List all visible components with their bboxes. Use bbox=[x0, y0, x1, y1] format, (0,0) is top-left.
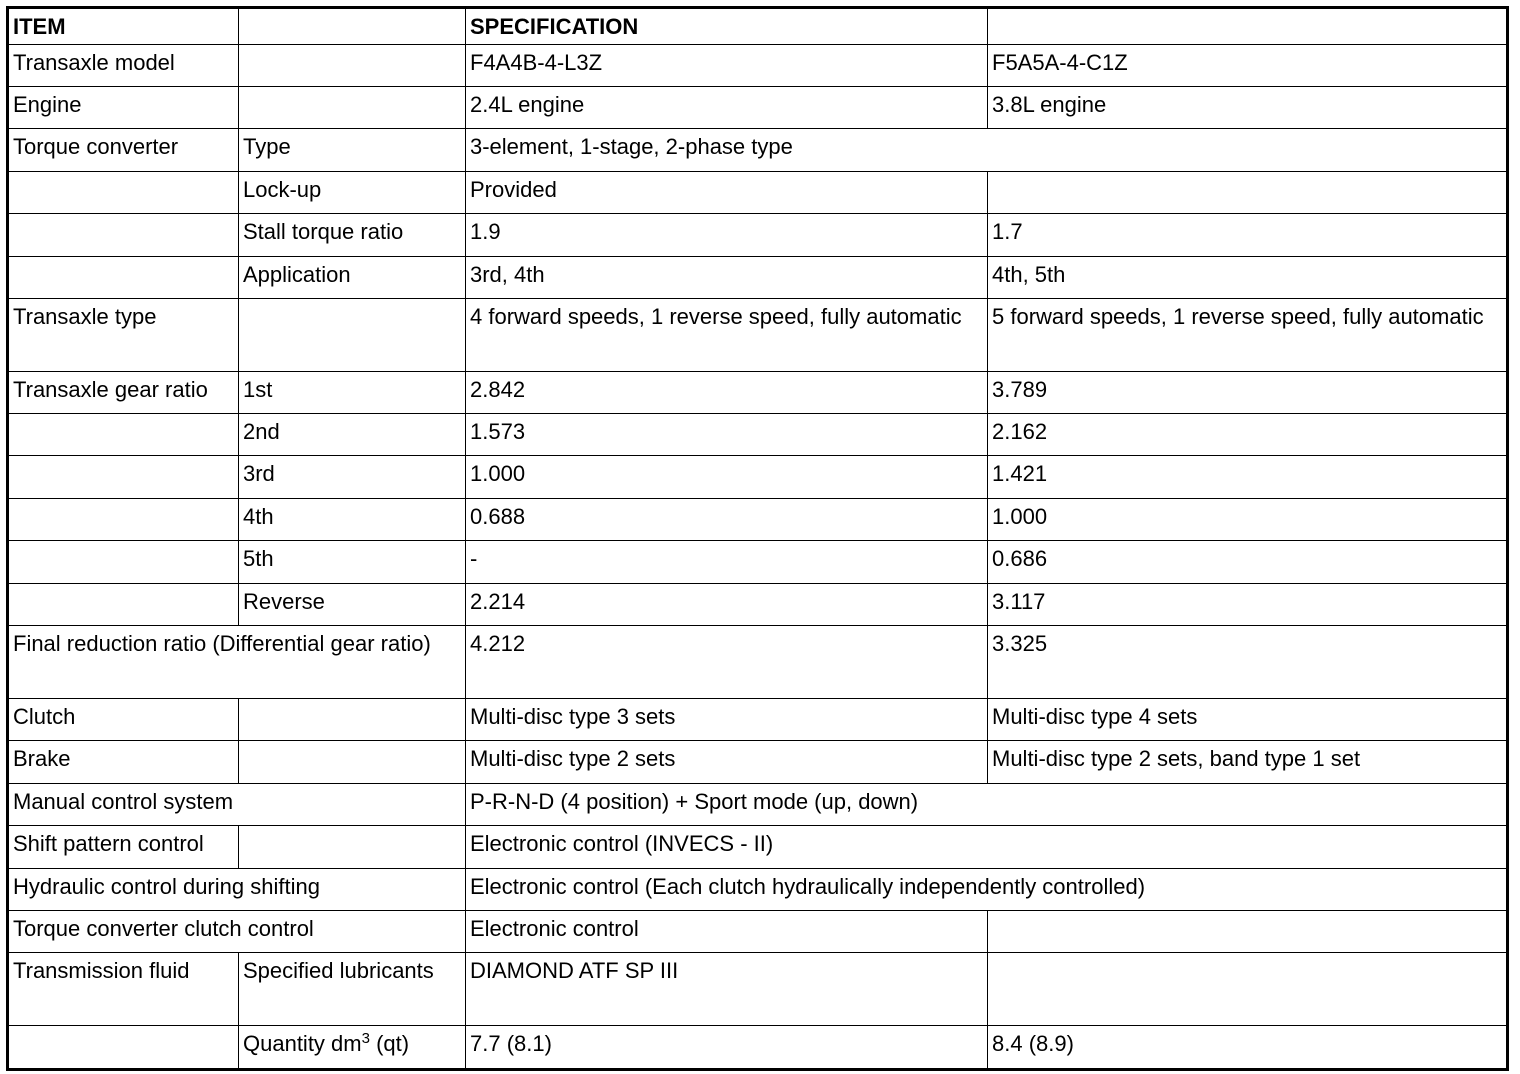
value-b: 1.421 bbox=[988, 456, 1508, 499]
value-a: 1.573 bbox=[466, 414, 988, 456]
value-a: 1.9 bbox=[466, 214, 988, 257]
quantity-unit-exponent: 3 bbox=[361, 1030, 370, 1047]
table-row bbox=[8, 584, 1508, 626]
row-sublabel: 1st bbox=[239, 372, 466, 414]
row-label bbox=[8, 1026, 239, 1070]
value-a: Electronic control bbox=[466, 911, 988, 953]
table-row bbox=[8, 541, 1508, 584]
table-row bbox=[8, 499, 1508, 541]
value-a: Multi-disc type 3 sets bbox=[466, 699, 988, 741]
quantity-unit-prefix: Quantity dm bbox=[243, 1031, 362, 1056]
row-sublabel bbox=[239, 741, 466, 784]
value-b: 4th, 5th bbox=[988, 257, 1508, 299]
value-ab: Electronic control (Each clutch hydraulically independently controlled) bbox=[466, 869, 1508, 911]
value-a: - bbox=[466, 541, 988, 584]
row-sublabel: 5th bbox=[239, 541, 466, 584]
value-a: 0.688 bbox=[466, 499, 988, 541]
row-sublabel: Stall torque ratio bbox=[239, 214, 466, 257]
value-b: 5 forward speeds, 1 reverse speed, fully automatic bbox=[988, 299, 1508, 372]
table-row bbox=[8, 699, 1508, 741]
value-a: 1.000 bbox=[466, 456, 988, 499]
row-label: Manual control system bbox=[8, 784, 466, 826]
table-row bbox=[8, 741, 1508, 784]
table-row bbox=[8, 214, 1508, 257]
value-ab: P-R-N-D (4 position) + Sport mode (up, down) bbox=[466, 784, 1508, 826]
row-label bbox=[8, 584, 239, 626]
value-ab: 3-element, 1-stage, 2-phase type bbox=[466, 129, 1508, 172]
row-label: Transaxle gear ratio bbox=[8, 372, 239, 414]
table-row bbox=[8, 257, 1508, 299]
row-label: Clutch bbox=[8, 699, 239, 741]
value-b: 3.789 bbox=[988, 372, 1508, 414]
value-b: 3.117 bbox=[988, 584, 1508, 626]
value-a: 2.214 bbox=[466, 584, 988, 626]
value-b bbox=[988, 911, 1508, 953]
value-b: 1.000 bbox=[988, 499, 1508, 541]
value-b: 1.7 bbox=[988, 214, 1508, 257]
value-a: 4.212 bbox=[466, 626, 988, 699]
table-row bbox=[8, 953, 1508, 1026]
row-label bbox=[8, 499, 239, 541]
value-b: 3.325 bbox=[988, 626, 1508, 699]
row-label: Brake bbox=[8, 741, 239, 784]
table-row bbox=[8, 129, 1508, 172]
row-sublabel: 4th bbox=[239, 499, 466, 541]
quantity-unit-suffix: (qt) bbox=[369, 1031, 410, 1056]
row-label: Shift pattern control bbox=[8, 826, 239, 869]
table-row bbox=[8, 172, 1508, 214]
row-label: Transaxle model bbox=[8, 45, 239, 87]
value-b: Multi-disc type 4 sets bbox=[988, 699, 1508, 741]
header-item: ITEM bbox=[8, 8, 239, 45]
row-label bbox=[8, 257, 239, 299]
value-a: F4A4B-4-L3Z bbox=[466, 45, 988, 87]
row-label: Torque converter bbox=[8, 129, 239, 172]
header-specification: SPECIFICATION bbox=[466, 8, 988, 45]
value-a: DIAMOND ATF SP III bbox=[466, 953, 988, 1026]
row-label: Hydraulic control during shifting bbox=[8, 869, 466, 911]
row-label: Final reduction ratio (Differential gear ratio) bbox=[8, 626, 466, 699]
value-a: Multi-disc type 2 sets bbox=[466, 741, 988, 784]
table-row bbox=[8, 372, 1508, 414]
row-sublabel: Specified lubricants bbox=[239, 953, 466, 1026]
value-b: Multi-disc type 2 sets, band type 1 set bbox=[988, 741, 1508, 784]
value-a: 4 forward speeds, 1 reverse speed, fully automatic bbox=[466, 299, 988, 372]
table-row bbox=[8, 414, 1508, 456]
value-b bbox=[988, 953, 1508, 1026]
table-row bbox=[8, 1026, 1508, 1070]
row-label bbox=[8, 541, 239, 584]
row-label: Engine bbox=[8, 87, 239, 129]
table-row bbox=[8, 299, 1508, 372]
specification-table bbox=[6, 6, 1509, 1071]
row-sublabel: Reverse bbox=[239, 584, 466, 626]
table-row bbox=[8, 45, 1508, 87]
value-a: 2.4L engine bbox=[466, 87, 988, 129]
value-a: 2.842 bbox=[466, 372, 988, 414]
row-label: Transmission fluid bbox=[8, 953, 239, 1026]
row-sublabel bbox=[239, 299, 466, 372]
value-a: 7.7 (8.1) bbox=[466, 1026, 988, 1070]
row-sublabel bbox=[239, 699, 466, 741]
table-row bbox=[8, 911, 1508, 953]
table-header-row bbox=[8, 8, 1508, 45]
row-label bbox=[8, 172, 239, 214]
row-label: Transaxle type bbox=[8, 299, 239, 372]
value-b bbox=[988, 172, 1508, 214]
row-sublabel bbox=[239, 45, 466, 87]
row-sublabel: Application bbox=[239, 257, 466, 299]
row-label: Torque converter clutch control bbox=[8, 911, 466, 953]
value-b: 8.4 (8.9) bbox=[988, 1026, 1508, 1070]
row-label bbox=[8, 414, 239, 456]
value-b: 2.162 bbox=[988, 414, 1508, 456]
table-row bbox=[8, 87, 1508, 129]
table-row bbox=[8, 826, 1508, 869]
value-a: Provided bbox=[466, 172, 988, 214]
value-ab: Electronic control (INVECS - II) bbox=[466, 826, 1508, 869]
value-b: 3.8L engine bbox=[988, 87, 1508, 129]
table-row bbox=[8, 784, 1508, 826]
table-row bbox=[8, 626, 1508, 699]
table-row bbox=[8, 869, 1508, 911]
table-row bbox=[8, 456, 1508, 499]
value-b: 0.686 bbox=[988, 541, 1508, 584]
value-b: F5A5A-4-C1Z bbox=[988, 45, 1508, 87]
row-label bbox=[8, 456, 239, 499]
row-sublabel: 2nd bbox=[239, 414, 466, 456]
header-blank-2 bbox=[988, 8, 1508, 45]
row-sublabel bbox=[239, 87, 466, 129]
row-sublabel: 3rd bbox=[239, 456, 466, 499]
row-sublabel: Lock-up bbox=[239, 172, 466, 214]
header-blank bbox=[239, 8, 466, 45]
row-sublabel bbox=[239, 826, 466, 869]
row-label bbox=[8, 214, 239, 257]
value-a: 3rd, 4th bbox=[466, 257, 988, 299]
row-sublabel: Type bbox=[239, 129, 466, 172]
row-sublabel-quantity bbox=[239, 1026, 466, 1070]
